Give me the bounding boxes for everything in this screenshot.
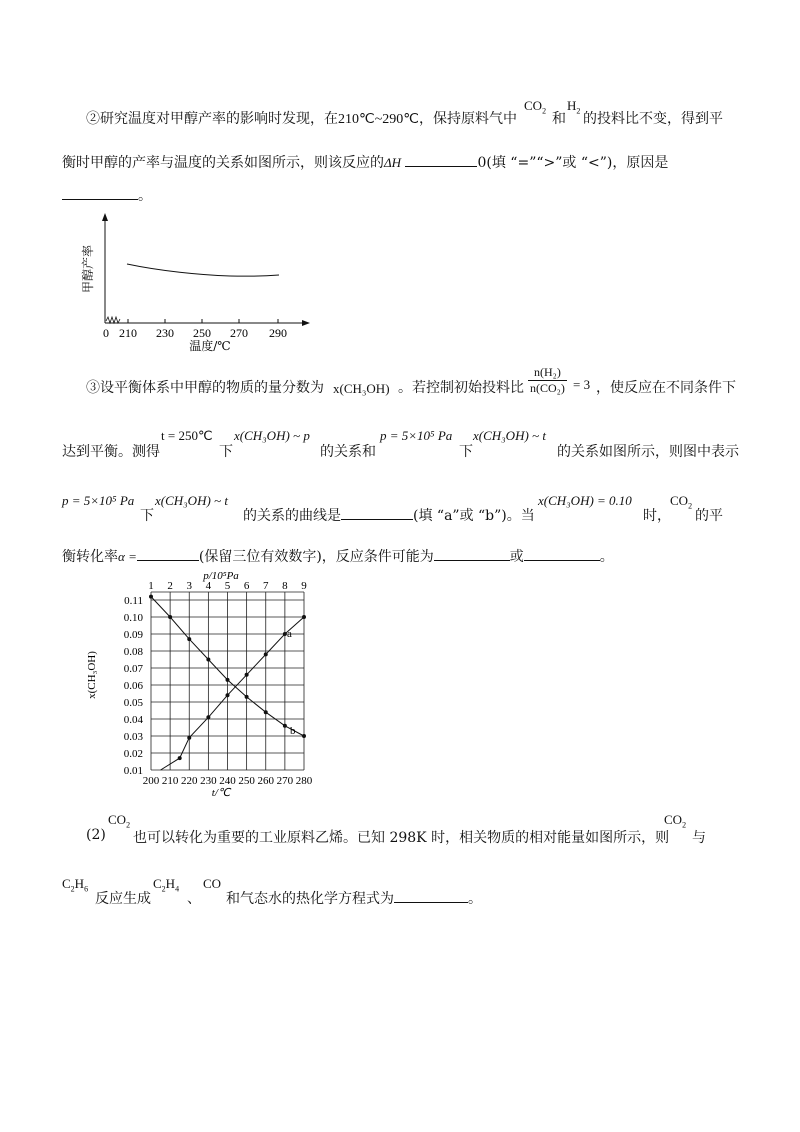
p3-line4: 衡转化率α = (保留三位有效数字)，反应条件可能为 或 。 bbox=[62, 546, 614, 566]
xia-1: 下 bbox=[219, 444, 233, 460]
x-010-expr: x(CH₃OH) = 0.10 bbox=[538, 493, 632, 508]
x-tick-label: 210 bbox=[119, 326, 137, 340]
feed-ratio-fraction: $\frac{\text{n(H₂)}}{\text{n(CO₂)}}$ bbox=[530, 365, 565, 395]
p2-line3: 。 bbox=[62, 185, 152, 205]
y-tick-label: 0.05 bbox=[123, 697, 143, 709]
y-tick-label: 0.03 bbox=[123, 731, 143, 743]
chart2-xlabel: t/℃ bbox=[211, 787, 231, 799]
co2-formula-4: $CO_2$ bbox=[664, 812, 687, 830]
curve-a-label: a bbox=[287, 628, 292, 640]
x-tick-label: 230 bbox=[156, 326, 174, 340]
answer-blank-7[interactable] bbox=[394, 888, 468, 903]
x-vs-t-expr: x(CH₃OH) ~ t bbox=[473, 428, 546, 443]
top-tick-label: 2 bbox=[167, 580, 173, 592]
top-tick-label: 1 bbox=[148, 580, 154, 592]
y-tick-label: 0.08 bbox=[123, 646, 143, 658]
p2-line1: ②研究温度对甲醇产率的影响时发现，在210℃~290℃，保持原料气中 bbox=[86, 111, 518, 127]
axis-break-mark bbox=[106, 317, 120, 323]
yield-curve bbox=[127, 264, 279, 276]
answer-blank-6[interactable] bbox=[524, 546, 600, 561]
p3-line3-d: 的平 bbox=[695, 508, 723, 524]
bottom-tick-label: 280 bbox=[295, 775, 313, 787]
p4-yu: 与 bbox=[692, 830, 706, 846]
y-tick-label: 0.06 bbox=[123, 680, 143, 692]
answer-blank-2[interactable] bbox=[62, 185, 138, 200]
data-point-a bbox=[226, 693, 230, 697]
t250-expr: t = 250℃ bbox=[161, 428, 213, 443]
p3-line1-b: 。若控制初始投料比 bbox=[398, 380, 524, 396]
y-tick-label: 0.11 bbox=[124, 595, 143, 607]
x-tick-label: 270 bbox=[230, 326, 248, 340]
mole-fraction-chart bbox=[85, 570, 325, 802]
top-tick-label: 4 bbox=[205, 580, 212, 592]
bottom-tick-label: 220 bbox=[181, 775, 198, 787]
top-tick-label: 3 bbox=[186, 580, 192, 592]
p3-line2-c: 的关系如图所示，则图中表示 bbox=[557, 444, 739, 460]
bottom-tick-label: 260 bbox=[257, 775, 274, 787]
p4-line1: 也可以转化为重要的工业原料乙烯。已知 298K 时，相关物质的相对能量如图所示，则 bbox=[133, 830, 670, 846]
x-tick-label: 290 bbox=[269, 326, 287, 340]
answer-blank-1[interactable] bbox=[405, 152, 477, 167]
data-point-b bbox=[283, 724, 287, 728]
data-point-b bbox=[226, 678, 230, 682]
xia-2: 下 bbox=[459, 444, 473, 460]
chart2-top-title: p/10⁵Pa bbox=[203, 570, 239, 582]
data-point-a bbox=[302, 615, 306, 619]
data-point-b bbox=[302, 734, 306, 738]
p2-line1-end: 的投料比不变，得到平 bbox=[583, 111, 723, 127]
y-tick-label: 0.02 bbox=[123, 748, 143, 760]
answer-blank-5[interactable] bbox=[434, 546, 510, 561]
bottom-tick-label: 200 bbox=[142, 775, 160, 787]
data-point-b bbox=[245, 695, 249, 699]
top-tick-label: 9 bbox=[301, 580, 307, 592]
curve-b-label: b bbox=[290, 725, 296, 737]
p4-num: (2) bbox=[86, 827, 106, 843]
bottom-tick-label: 270 bbox=[276, 775, 294, 787]
answer-blank-4[interactable] bbox=[137, 546, 199, 561]
x-vs-p-expr: x(CH₃OH) ~ p bbox=[234, 428, 310, 443]
chart1-origin-label: 0 bbox=[103, 326, 109, 340]
data-point-b bbox=[206, 658, 210, 662]
x-vs-t-expr-2: x(CH₃OH) ~ t bbox=[155, 493, 228, 508]
y-axis-arrow bbox=[102, 213, 108, 221]
data-point-a bbox=[178, 756, 182, 760]
data-point-a bbox=[206, 715, 210, 719]
p4-dun: 、 bbox=[187, 891, 201, 907]
data-point-b bbox=[187, 637, 191, 641]
feed-ratio-eq: = 3 bbox=[573, 377, 591, 392]
top-tick-label: 8 bbox=[282, 580, 288, 592]
p3-line3-c: 时， bbox=[643, 508, 671, 524]
y-tick-label: 0.10 bbox=[123, 612, 143, 624]
p5-expr-2: p = 5×10⁵ Pa bbox=[62, 493, 135, 508]
p3-line2-b: 的关系和 bbox=[320, 444, 376, 460]
data-point-a bbox=[264, 652, 268, 656]
answer-blank-3[interactable] bbox=[341, 505, 413, 520]
co-formula: CO bbox=[203, 876, 222, 891]
bottom-tick-label: 240 bbox=[219, 775, 236, 787]
co2-formula: $CO_2$ bbox=[524, 98, 547, 116]
y-tick-label: 0.07 bbox=[123, 663, 143, 675]
data-point-a bbox=[245, 673, 249, 677]
x-axis-arrow bbox=[302, 320, 310, 326]
p3-line1-c: ，使反应在不同条件下 bbox=[596, 380, 736, 396]
chart1-ylabel: 甲醇产率 bbox=[81, 244, 95, 294]
chart2-ylabel: x(CH₃OH) bbox=[86, 651, 98, 699]
y-tick-label: 0.01 bbox=[123, 765, 143, 777]
p4-line2-a: 反应生成 bbox=[95, 891, 151, 907]
and-text: 和 bbox=[552, 111, 566, 127]
bottom-tick-label: 230 bbox=[200, 775, 217, 787]
top-tick-label: 5 bbox=[224, 580, 231, 592]
p3-line1-a: ③设平衡体系中甲醇的物质的量分数为 bbox=[86, 380, 324, 396]
chart1-xlabel: 温度/℃ bbox=[189, 339, 231, 353]
x-tick-label: 250 bbox=[193, 326, 211, 340]
p4-line2-b: 和气态水的热化学方程式为 。 bbox=[226, 888, 482, 908]
data-point-b bbox=[149, 595, 153, 599]
p3-line3: 的关系的曲线是 (填 “a”或 “b”)。当 bbox=[243, 505, 535, 525]
bottom-tick-label: 250 bbox=[238, 775, 255, 787]
yield-vs-temperature-chart bbox=[80, 205, 320, 355]
data-point-b bbox=[264, 710, 268, 714]
bottom-tick-label: 210 bbox=[161, 775, 179, 787]
p5-expr: p = 5×10⁵ Pa bbox=[380, 428, 453, 443]
p2-line2: 衡时甲醇的产率与温度的关系如图所示，则该反应的ΔH 0(填 “=”“>”或 “<”)，原因是 bbox=[62, 152, 668, 172]
c2h4-formula: $C_2H_4$ bbox=[153, 876, 180, 894]
top-tick-label: 6 bbox=[243, 580, 250, 592]
data-point-a bbox=[187, 736, 191, 740]
h2-formula: $H_2$ bbox=[567, 98, 581, 116]
c2h6-formula: $C_2H_6$ bbox=[62, 876, 89, 894]
co2-formula-3: $CO_2$ bbox=[108, 812, 131, 830]
co2-formula-2: $CO_2$ bbox=[670, 493, 693, 511]
x-ch3oh-expr: x(CH₃OH) bbox=[333, 381, 390, 396]
top-tick-label: 7 bbox=[263, 580, 269, 592]
y-tick-label: 0.04 bbox=[123, 714, 143, 726]
data-point-b bbox=[168, 615, 172, 619]
p3-line2-a: 达到平衡。测得 bbox=[62, 444, 160, 460]
curve-a bbox=[161, 617, 304, 770]
xia-3: 下 bbox=[140, 508, 154, 524]
y-tick-label: 0.09 bbox=[123, 629, 143, 641]
